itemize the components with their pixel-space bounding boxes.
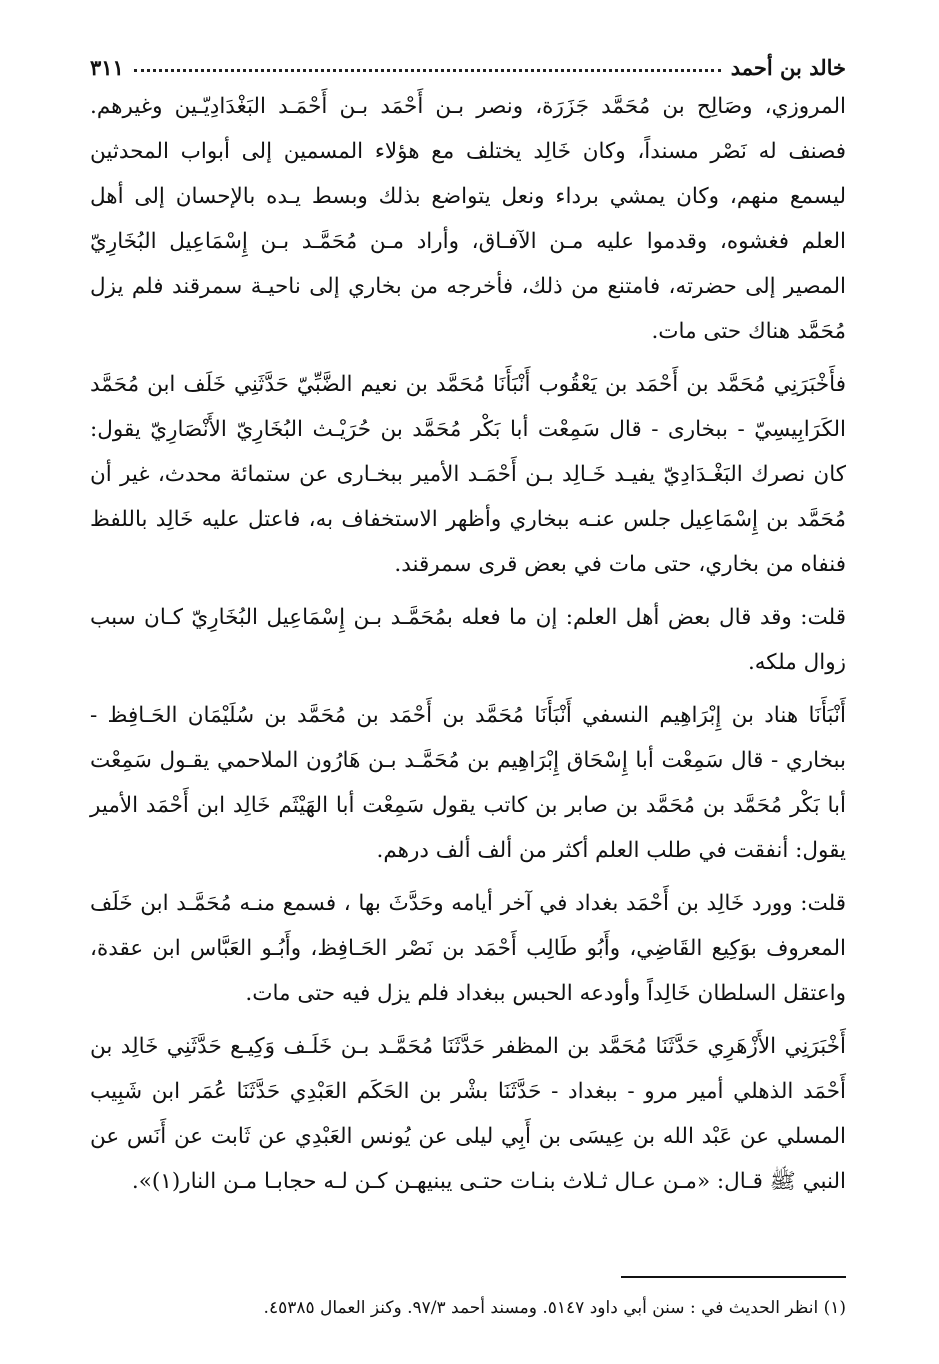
paragraph-4: أَنْبَأَنَا هناد بن إِبْرَاهِيم النسفي أَنْبَأَنَا مُحَمَّد بن أَحْمَد بن مُحَمَّد بن سُلَيْمَان الحَـافِظ - ببخاري - قال سَمِعْت أبا إِسْحَاق إِبْرَاهِيم بن مُحَمَّـد بـن هَارُون الملاحمي يقـول سَمِعْت أبا بَكْر مُحَمَّد بن مُحَمَّد بن صابر بن كاتب يقول سَمِعْت أبا الهَيْثَم خَالِد ابن أَحْمَد الأمير يقول: أنفقت في طلب العلم أكثر من ألف ألف درهم. xyxy=(90,703,846,863)
footnote: (١) انظر الحديث في : سنن أبي داود ٥١٤٧. ومسند أحمد ٩٧/٣. وكنز العمال ٤٥٣٨٥. xyxy=(263,1298,846,1318)
running-head xyxy=(90,38,846,84)
paragraph-1: المروزي، وصَالِح بن مُحَمَّد جَزَرَة، ونصر بـن أَحْمَد بـن أَحْمَـد البَغْدَادِيّـين وغيرهم. فصنف له نَصْر مسنداً، وكان خَالِد يختلف مع هؤلاء المسمين إلى أبواب المحدثين ليسمع منهم، وكان يمشي برداء ونعل يتواضع بذلك وبسط يـده بالإحسان إلى أهل العلم فغشوه، وقدموا عليه مـن الآفـاق، وأراد مـن مُحَمَّـد بـن إِسْمَاعِيل البُخَارِيّ المصير إلى حضرته، فامتنع من ذلك، فأخرجه من بخاري إلى ناحيـة سمرقند فلم يزل مُحَمَّد هناك حتى مات. xyxy=(90,94,846,344)
paragraph-3: قلت: وقد قال بعض أهل العلم: إن ما فعله بمُحَمَّـد بـن إِسْمَاعِيل البُخَارِيّ كـان سبب زوال ملكه. xyxy=(90,605,846,675)
footnote-divider xyxy=(621,1276,846,1278)
chapter-title: خالد بن أحمد xyxy=(730,55,846,80)
leader-dots xyxy=(134,69,721,72)
paragraph-5: قلت: وورد خَالِد بن أَحْمَد بغداد في آخر أيامه وحَدَّثَ بها ، فسمع منـه مُحَمَّـد ابن خَلَف المعروف بوَكِيع القَاضِي، وأَبُو طَالِب أَحْمَد بن نَصْر الحَـافِظ، وأَبُـو العَبَّاس ابن عقدة، واعتقل السلطان خَالِداً وأودعه الحبس ببغداد فلم يزل فيه حتى مات. xyxy=(90,891,846,1006)
page-number: ٣١١ xyxy=(90,55,124,80)
paragraph-2: فأَخْبَرَنِي مُحَمَّد بن أَحْمَد بن يَعْقُوب أَنْبَأَنَا مُحَمَّد بن نعيم الضَّبِّيّ حَدَّثَنِي خَلَف ابن مُحَمَّد الكَرَابِيسِيّ - ببخارى - قال سَمِعْت أبا بَكْر مُحَمَّد بن حُرَيْـث البُخَارِيّ الأَنْصَارِيّ يقول: كان نصرك البَغْـدَادِيّ يفيـد خَـالِد بـن أَحْمَـد الأمير ببخـارى عن ستمائة محدث، غير أن مُحَمَّد بن إِسْمَاعِيل جلس عنـه ببخاري وأظهر الاستخفاف به، فاعتل عليه خَالِد باللفظ فنفاه من بخاري، حتى مات في بعض قرى سمرقند. xyxy=(90,372,846,577)
paragraph-6: أَخْبَرَنِي الأَزْهَرِي حَدَّثَنَا مُحَمَّد بن المظفر حَدَّثَنَا مُحَمَّـد بـن خَلَـف وَكِيـع حَدَّثَنِي خَالِد بن أَحْمَد الذهلي أمير مرو - ببغداد - حَدَّثَنَا بشْر بن الحَكَم العَبْدِي حَدَّثَنَا عُمَر ابن شَبِيب المسلي عن عَبْد الله بن عِيسَى بن أَبِي ليلى عن يُونس العَبْدِي عن ثَابت عن أَنَس عن النبي ﷺ قـال: «مـن عـال ثـلاث بنـات حتـى يبنيهـن كـن لـه حجابـا مـن النار(١)». xyxy=(90,1034,846,1194)
book-page xyxy=(90,38,846,1338)
main-text xyxy=(90,84,846,1204)
